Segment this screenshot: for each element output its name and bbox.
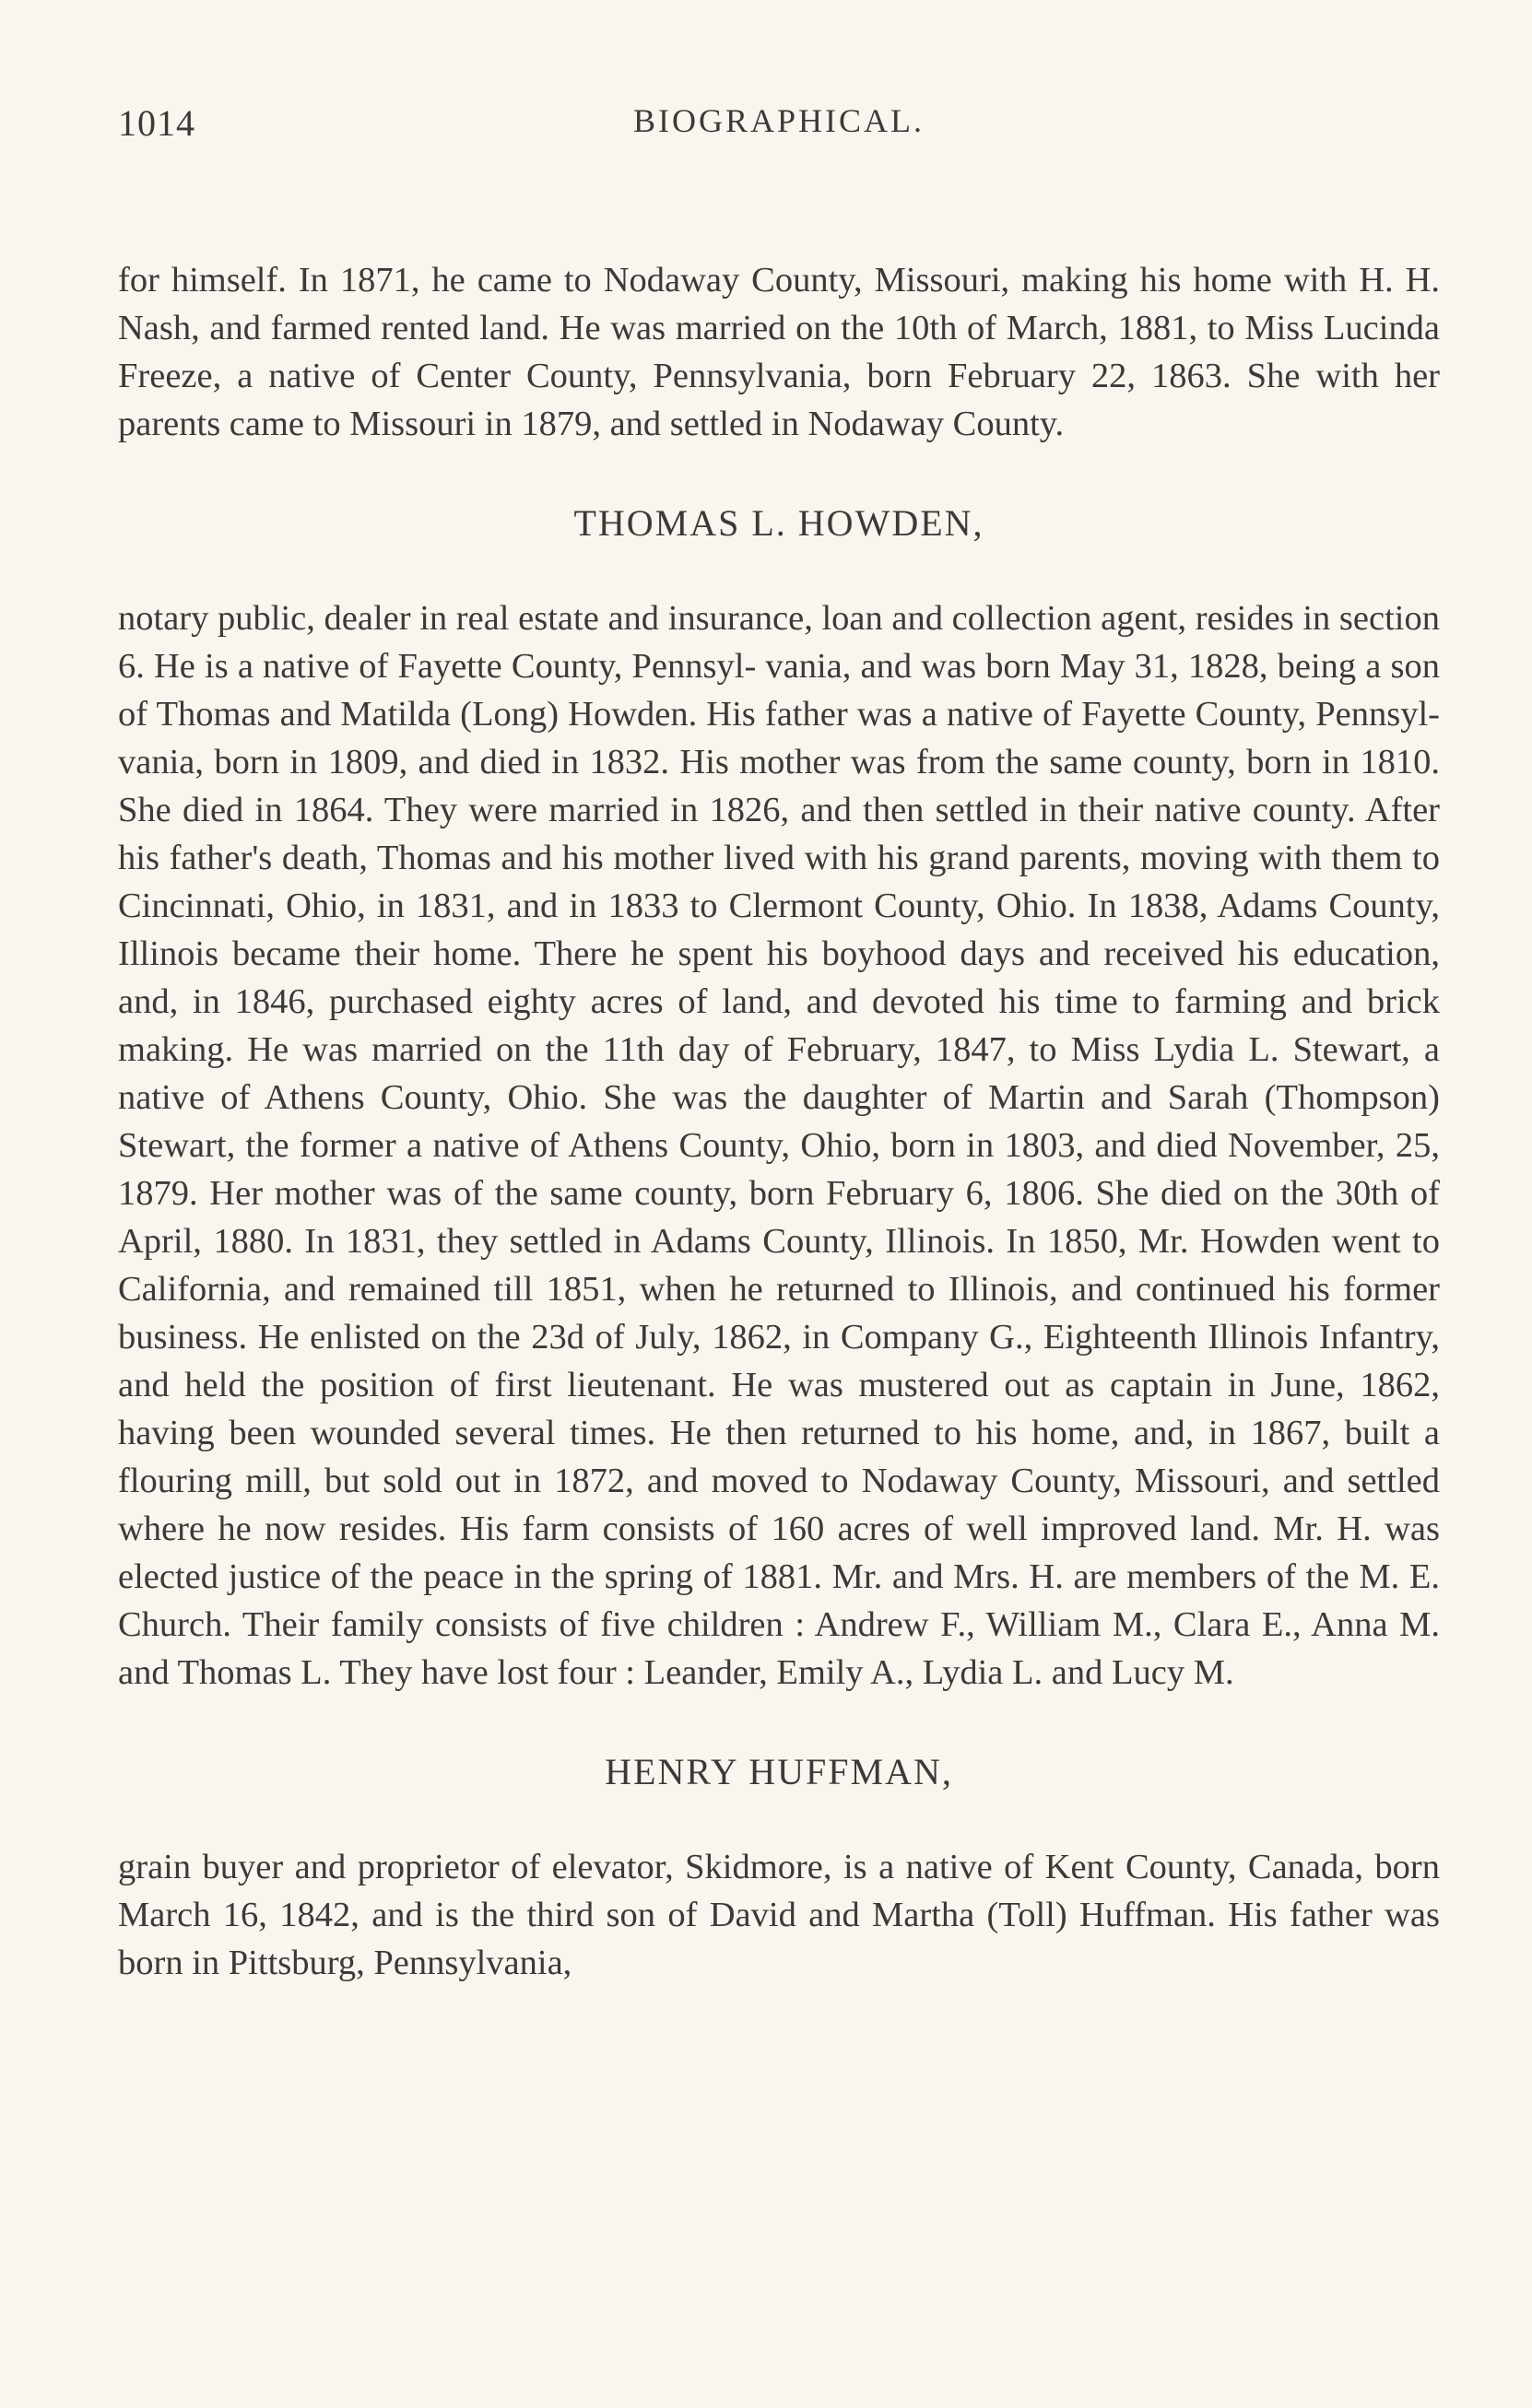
document-page: [118, 74, 1440, 1987]
paragraph-henry-huffman: grain buyer and proprietor of elevator, Skidmore, is a native of Kent County, Canada, born March 16, 1842, and is the third son of David and Martha (Toll) Huffman. His father was born in Pittsburg, Pennsylvania,: [118, 1848, 1440, 1982]
running-title: BIOGRAPHICAL.: [632, 102, 925, 139]
heading-thomas-howden: THOMAS L. HOWDEN,: [573, 502, 984, 544]
paragraph-continuation: for himself. In 1871, he came to Nodaway County, Missouri, making his home with H. H. Nash, and farmed rented land. He was married on the 10th of March, 1881, to Miss Lucinda Freeze, a native of Center County, Pennsylvania, born February 22, 1863. She with her parents came to Missouri in 1879, and settled in Nodaway County.: [118, 261, 1440, 443]
running-head: [118, 74, 1440, 157]
page-number: 1014: [118, 102, 195, 144]
heading-henry-huffman: HENRY HUFFMAN,: [605, 1751, 953, 1792]
paragraph-thomas-howden: notary public, dealer in real estate and insurance, loan and collection agent, resides in section 6. He is a native of Fayette County, Pennsyl- vania, and was born May 31, 1828, being a son of Thomas and Matilda (Long) Howden. His father was a native of Fayette County, Pennsyl- vania, born in 1809, and died in 1832. His mother was from the same county, born in 1810. She died in 1864. They were married in 1826, and then settled in their native county. After his father's death, Thomas and his mother lived with his grand parents, moving with them to Cincinnati, Ohio, in 1831, and in 1833 to Clermont County, Ohio. In 1838, Adams County, Illinois became their home. There he spent his boyhood days and received his education, and, in 1846, purchased eighty acres of land, and devoted his time to farming and brick making. He was married on the 11th day of February, 1847, to Miss Lydia L. Stewart, a native of Athens County, Ohio. She was the daughter of Martin and Sarah (Thompson) Stewart, the former a native of Athens County, Ohio, born in 1803, and died November, 25, 1879. Her mother was of the same county, born February 6, 1806. She died on the 30th of April, 1880. In 1831, they settled in Adams County, Illinois. In 1850, Mr. Howden went to California, and remained till 1851, when he returned to Illinois, and continued his former business. He enlisted on the 23d of July, 1862, in Company G., Eighteenth Illinois Infantry, and held the position of first lieutenant. He was mustered out as captain in June, 1862, having been wounded several times. He then returned to his home, and, in 1867, built a flouring mill, but sold out in 1872, and moved to Nodaway County, Missouri, and settled where he now resides. His farm consists of 160 acres of well improved land. Mr. H. was elected justice of the peace in the spring of 1881. Mr. and Mrs. H. are members of the M. E. Church. Their family consists of five children : Andrew F., William M., Clara E., Anna M. and Thomas L. They have lost four : Leander, Emily A., Lydia L. and Lucy M.: [118, 599, 1440, 1692]
